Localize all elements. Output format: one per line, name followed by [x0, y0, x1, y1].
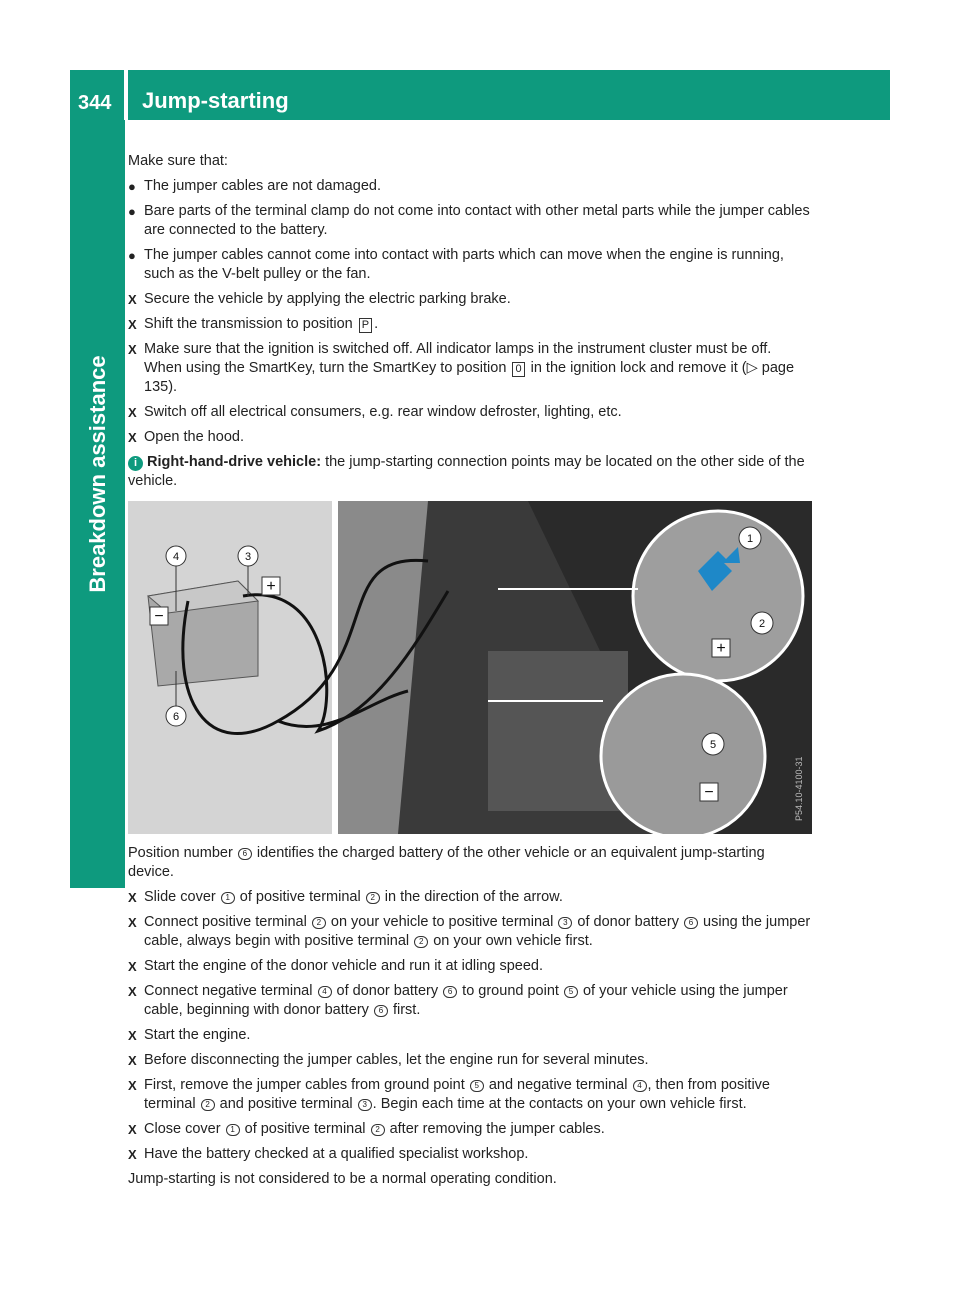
step-marker: X: [128, 317, 137, 332]
step-marker: X: [128, 915, 137, 930]
gear-position-p: P: [359, 318, 372, 333]
step-item: X Slide cover 1 of positive terminal 2 in the direction of the arrow.: [128, 889, 563, 905]
step-item: X Before disconnecting the jumper cables, let the engine run for several minutes.: [128, 1052, 649, 1068]
callout-3: 3: [244, 551, 252, 563]
step-item: X Connect positive terminal 2 on your vehicle to positive terminal 3 of donor battery 6 using the jumper cable, always begin with positive terminal 2 on your own vehicle first.: [128, 914, 811, 949]
step-item: X Secure the vehicle by applying the electric parking brake.: [128, 291, 511, 307]
step-marker: X: [128, 1122, 137, 1137]
battery-plus-icon: +: [266, 578, 276, 595]
ref-1: 1: [226, 1124, 240, 1136]
page-reference[interactable]: page 135).: [144, 360, 795, 395]
callout-5: 5: [709, 739, 717, 751]
ref-6: 6: [684, 917, 698, 929]
page-header: [70, 70, 890, 120]
ref-2: 2: [312, 917, 326, 929]
ref-2: 2: [366, 892, 380, 904]
step-item: X Start the engine of the donor vehicle and run it at idling speed.: [128, 958, 544, 974]
callout-2: 2: [758, 618, 766, 630]
info-icon: i: [128, 456, 143, 471]
step-marker: X: [128, 342, 137, 357]
step-item: X Close cover 1 of positive terminal 2 after removing the jumper cables.: [128, 1121, 605, 1137]
figure-code: P54.10-4100-31: [794, 756, 804, 821]
section-title: Jump-starting: [142, 88, 289, 113]
minus-sign-icon: −: [704, 784, 714, 801]
chapter-marker-block: [70, 828, 125, 888]
page-ref-arrow-icon: ▷: [746, 360, 758, 376]
ref-2: 2: [414, 936, 428, 948]
ref-6: 6: [374, 1005, 388, 1017]
step-marker: X: [128, 1028, 137, 1043]
bullet-item: ● Bare parts of the terminal clamp do not come into contact with other metal parts while the jumper cables are connected to the battery.: [128, 203, 810, 238]
step-item: X First, remove the jumper cables from ground point 5 and negative terminal 4 , then from positive terminal 2 and positive terminal 3 . Begin each time at the contacts on your own vehicle first.: [128, 1077, 770, 1112]
bullet-item: ● The jumper cables are not damaged.: [128, 178, 381, 194]
header-divider: [124, 70, 128, 120]
step-marker: X: [128, 959, 137, 974]
step-item: X Shift the transmission to position P .: [128, 316, 379, 332]
step-item: X Make sure that the ignition is switched off. All indicator lamps in the instrument cluster must be off. When using the SmartKey, turn the SmartKey to position 0 in the ignition lock and remove it (▷ page 135).: [128, 341, 795, 395]
ref-1: 1: [221, 892, 235, 904]
ref-2: 2: [201, 1099, 215, 1111]
jump-start-illustration: [128, 501, 812, 834]
step-marker: X: [128, 430, 137, 445]
illustration-svg: [128, 501, 812, 834]
step-item: X Connect negative terminal 4 of donor battery 6 to ground point 5 of your vehicle using the jumper cable, beginning with donor battery 6 first.: [128, 983, 788, 1018]
key-position-0: 0: [512, 362, 524, 377]
step-marker: X: [128, 1147, 137, 1162]
step-marker: X: [128, 984, 137, 999]
battery-minus-icon: −: [154, 608, 164, 625]
ref-3: 3: [358, 1099, 372, 1111]
ref-6: 6: [443, 986, 457, 998]
step-marker: X: [128, 1053, 137, 1068]
detail-circle-ground: [601, 674, 765, 834]
intro-text: Make sure that:: [128, 153, 228, 169]
step-marker: X: [128, 1078, 137, 1093]
ref-3: 3: [558, 917, 572, 929]
step-marker: X: [128, 292, 137, 307]
bullet-marker: ●: [128, 179, 136, 194]
bullet-marker: ●: [128, 248, 136, 263]
page-content: [128, 152, 813, 1195]
callout-1: 1: [746, 533, 754, 545]
step-item: X Switch off all electrical consumers, e.g. rear window defroster, lighting, etc.: [128, 404, 622, 420]
ref-5: 5: [470, 1080, 484, 1092]
ref-4: 4: [633, 1080, 647, 1092]
bullet-item: ● The jumper cables cannot come into contact with parts which can move when the engine is running, such as the V-belt pulley or the fan.: [128, 247, 784, 282]
step-marker: X: [128, 890, 137, 905]
ref-6: 6: [238, 848, 252, 860]
ref-5: 5: [564, 986, 578, 998]
step-marker: X: [128, 405, 137, 420]
ref-2: 2: [371, 1124, 385, 1136]
page-number: 344: [78, 92, 112, 114]
chapter-label: Breakdown assistance: [85, 355, 110, 593]
plus-sign-icon: +: [716, 640, 726, 657]
ref-4: 4: [318, 986, 332, 998]
step-item: X Have the battery checked at a qualified specialist workshop.: [128, 1146, 529, 1162]
callout-6: 6: [172, 711, 180, 723]
bullet-marker: ●: [128, 204, 136, 219]
info-note: i Right-hand-drive vehicle: the jump-starting connection points may be located on the other side of the vehicle.: [128, 454, 805, 489]
callout-4: 4: [172, 551, 180, 563]
step-item: X Open the hood.: [128, 429, 244, 445]
step-item: X Start the engine.: [128, 1027, 251, 1043]
closing-text: Jump-starting is not considered to be a normal operating condition.: [128, 1171, 557, 1187]
position-text: Position number 6 identifies the charged battery of the other vehicle or an equivalent jump-starting device.: [128, 845, 765, 880]
